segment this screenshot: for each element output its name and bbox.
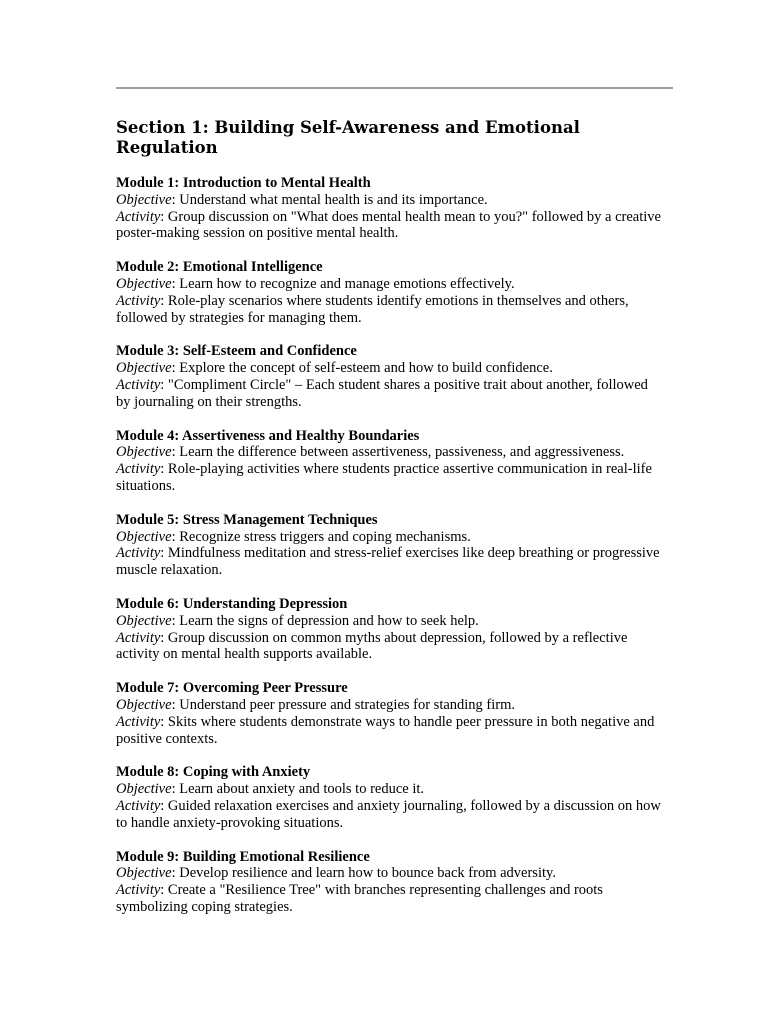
objective-label: Objective — [116, 612, 172, 629]
objective-text: : Explore the concept of self-esteem and how to build confidence. — [171, 360, 553, 377]
module-activity — [116, 798, 661, 832]
activity-label: Activity — [116, 629, 161, 646]
module-objective — [116, 613, 661, 630]
activity-text: : Create a "Resilience Tree" with branches representing challenges and roots symbolizing coping strategies. — [116, 882, 603, 915]
module-list — [116, 175, 661, 933]
module-objective — [116, 192, 661, 209]
module-activity — [116, 293, 661, 327]
activity-label: Activity — [116, 797, 161, 814]
activity-text: : Role-playing activities where students practice assertive communication in real-life situations. — [116, 461, 652, 494]
objective-label: Objective — [116, 696, 172, 713]
module-activity — [116, 209, 661, 243]
objective-text: : Learn the signs of depression and how to seek help. — [171, 612, 479, 629]
module-activity — [116, 461, 661, 495]
module-objective — [116, 444, 661, 461]
section-title: Section 1: Building Self-Awareness and Emotional Regulation — [116, 118, 580, 157]
module-activity — [116, 630, 661, 664]
activity-text: : Mindfulness meditation and stress-relief exercises like deep breathing or progressive muscle relaxation. — [116, 545, 660, 579]
objective-text: : Recognize stress triggers and coping mechanisms. — [171, 528, 471, 545]
objective-text: : Learn the difference between assertiveness, passiveness, and aggressiveness. — [171, 444, 625, 461]
module-title: Module 5: Stress Management Techniques — [116, 511, 378, 528]
module-title: Module 3: Self-Esteem and Confidence — [116, 343, 357, 360]
objective-label: Objective — [116, 360, 172, 377]
activity-label: Activity — [116, 292, 161, 309]
module-9 — [116, 849, 661, 916]
module-objective — [116, 529, 661, 546]
module-objective — [116, 865, 661, 882]
horizontal-rule — [116, 87, 673, 89]
module-2 — [116, 259, 661, 326]
module-8 — [116, 764, 661, 831]
activity-text: : Role-play scenarios where students identify emotions in themselves and others, followed by strategies for managing them. — [116, 292, 629, 326]
module-title: Module 9: Building Emotional Resilience — [116, 848, 370, 865]
module-6 — [116, 596, 661, 663]
activity-text: : Group discussion on "What does mental health mean to you?" followed by a creative poster-making session on positive mental health. — [116, 208, 661, 242]
objective-text: : Develop resilience and learn how to bounce back from adversity. — [171, 865, 556, 882]
activity-label: Activity — [116, 882, 161, 899]
module-title: Module 2: Emotional Intelligence — [116, 259, 323, 276]
module-title: Module 1: Introduction to Mental Health — [116, 175, 371, 191]
module-activity — [116, 545, 661, 579]
module-3 — [116, 343, 661, 410]
module-activity — [116, 714, 661, 748]
module-1 — [116, 175, 661, 242]
objective-label: Objective — [116, 528, 172, 545]
objective-text: : Learn about anxiety and tools to reduce it. — [171, 781, 425, 798]
activity-label: Activity — [116, 208, 161, 225]
module-title: Module 7: Overcoming Peer Pressure — [116, 680, 348, 697]
activity-label: Activity — [116, 545, 161, 562]
objective-label: Objective — [116, 444, 172, 461]
activity-text: : "Compliment Circle" – Each student shares a positive trait about another, followed by journaling on their strengths. — [116, 376, 648, 410]
module-5 — [116, 512, 661, 579]
activity-label: Activity — [116, 713, 161, 730]
objective-label: Objective — [116, 275, 172, 292]
module-activity — [116, 377, 661, 411]
activity-label: Activity — [116, 461, 161, 478]
objective-text: : Understand what mental health is and its importance. — [171, 191, 488, 208]
module-4 — [116, 428, 661, 495]
module-title: Module 4: Assertiveness and Healthy Boundaries — [116, 427, 420, 444]
module-objective — [116, 276, 661, 293]
module-objective — [116, 781, 661, 798]
activity-text: : Group discussion on common myths about depression, followed by a reflective activity on mental health supports available. — [116, 629, 628, 663]
module-7 — [116, 680, 661, 747]
module-title: Module 6: Understanding Depression — [116, 595, 348, 612]
objective-label: Objective — [116, 191, 172, 208]
objective-label: Objective — [116, 781, 172, 798]
module-objective — [116, 697, 661, 714]
activity-text: : Guided relaxation exercises and anxiety journaling, followed by a discussion on how to handle anxiety-provoking situations. — [116, 797, 661, 831]
objective-label: Objective — [116, 865, 172, 882]
module-activity — [116, 882, 661, 916]
activity-label: Activity — [116, 376, 161, 393]
activity-text: : Skits where students demonstrate ways to handle peer pressure in both negative and positive contexts. — [116, 713, 655, 747]
objective-text: : Learn how to recognize and manage emotions effectively. — [171, 275, 515, 292]
objective-text: : Understand peer pressure and strategies for standing firm. — [171, 696, 516, 713]
module-objective — [116, 360, 661, 377]
module-title: Module 8: Coping with Anxiety — [116, 764, 311, 781]
